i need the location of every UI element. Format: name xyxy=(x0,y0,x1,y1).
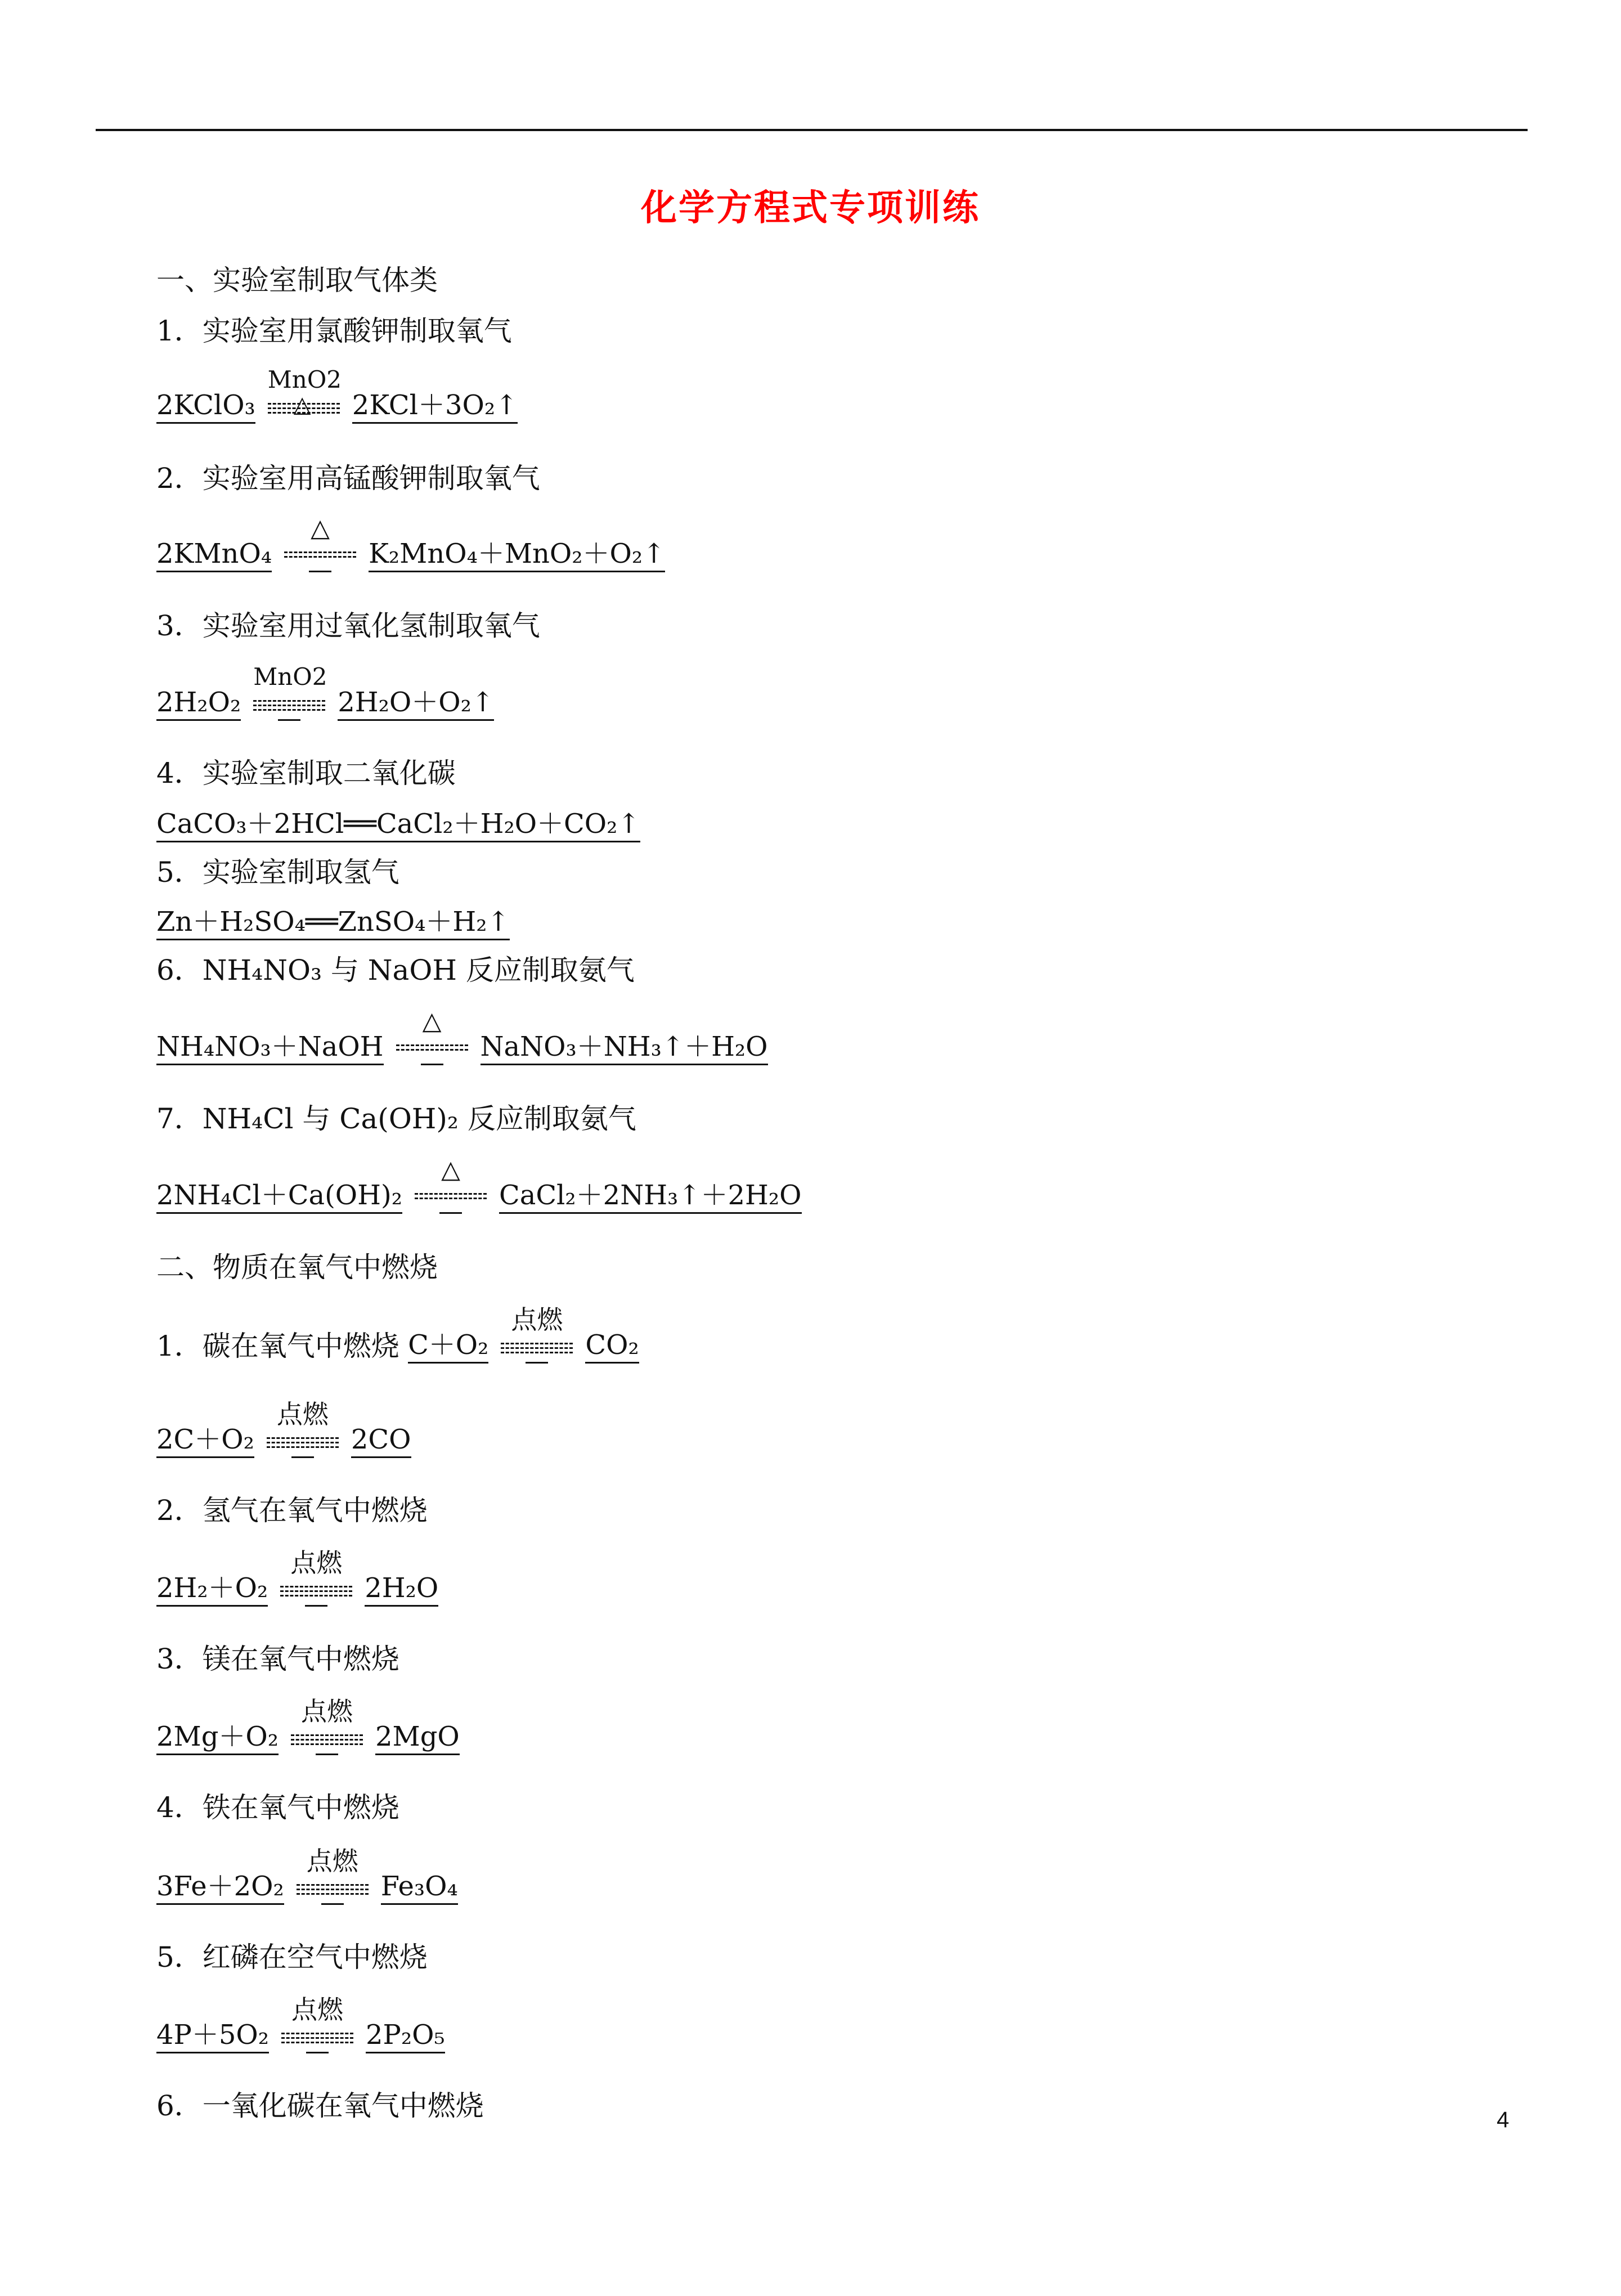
equation xyxy=(156,1007,768,1065)
condition-label: 点燃 xyxy=(511,1304,563,1335)
equation-rhs: K₂MnO₄＋MnO₂＋O₂↑ xyxy=(369,538,665,572)
equation-lhs: 4P＋5O₂ xyxy=(156,2019,269,2053)
reaction-condition xyxy=(284,514,356,572)
equation xyxy=(156,1696,460,1755)
equation-lhs: NH₄NO₃＋NaOH xyxy=(156,1031,384,1065)
equation-rhs: 2MgO xyxy=(375,1721,460,1755)
item-label: 2．氢气在氧气中燃烧 xyxy=(156,1494,428,1527)
equation-lhs: C＋O₂ xyxy=(408,1329,488,1364)
reaction-condition xyxy=(267,1399,339,1458)
page-title: 化学方程式专项训练 xyxy=(641,187,980,229)
equation xyxy=(156,906,510,940)
item-label: 2．实验室用高锰酸钾制取氧气 xyxy=(156,462,540,495)
item-label: 1．实验室用氯酸钾制取氧气 xyxy=(156,315,512,347)
equation-full: CaCO₃＋2HCl══CaCl₂＋H₂O＋CO₂↑ xyxy=(156,808,640,842)
equation-lhs: 3Fe＋2O₂ xyxy=(156,1871,284,1905)
item-label: 1．碳在氧气中燃烧 xyxy=(156,1330,399,1362)
reaction-condition xyxy=(280,1548,352,1607)
reaction-condition xyxy=(415,1155,487,1214)
item-label: 5．实验室制取氢气 xyxy=(156,856,399,889)
reaction-condition xyxy=(396,1007,468,1065)
item-label: 6．一氧化碳在氧气中燃烧 xyxy=(156,2089,484,2122)
equation xyxy=(156,1994,445,2053)
heat-triangle-icon: △ xyxy=(311,514,330,542)
condition-label: MnO2 xyxy=(253,663,327,690)
item-label: 3．镁在氧气中燃烧 xyxy=(156,1643,399,1675)
reaction-condition xyxy=(501,1304,573,1364)
heat-triangle-icon: △ xyxy=(293,392,311,418)
item-label: 6．NH₄NO₃ 与 NaOH 反应制取氨气 xyxy=(156,954,635,986)
reaction-condition xyxy=(253,663,327,721)
equation-lhs: 2C＋O₂ xyxy=(156,1424,254,1458)
header-rule xyxy=(96,129,1528,131)
condition-label: 点燃 xyxy=(291,1994,343,2025)
condition-label: 点燃 xyxy=(301,1696,353,1727)
equation xyxy=(156,1548,439,1607)
equation-rhs: 2H₂O＋O₂↑ xyxy=(338,687,494,721)
equation-rhs: 2KCl＋3O₂↑ xyxy=(352,389,518,424)
item-label: 4．铁在氧气中燃烧 xyxy=(156,1791,399,1824)
equation-rhs: 2P₂O₅ xyxy=(366,2019,445,2053)
equation xyxy=(156,514,666,572)
equation-full: Zn＋H₂SO₄══ZnSO₄＋H₂↑ xyxy=(156,906,510,940)
item-label: 5．红磷在空气中燃烧 xyxy=(156,1941,428,1974)
condition-label: MnO2 xyxy=(267,366,342,393)
equation xyxy=(156,1846,458,1905)
reaction-condition xyxy=(267,366,342,424)
equation xyxy=(156,1155,802,1214)
equation-lhs: 2H₂＋O₂ xyxy=(156,1572,268,1607)
equation-lhs: 2H₂O₂ xyxy=(156,687,241,721)
section-heading-combustion: 二、物质在氧气中燃烧 xyxy=(156,1251,438,1284)
equation xyxy=(156,1399,411,1458)
heat-triangle-icon: △ xyxy=(441,1155,460,1184)
heat-triangle-icon: △ xyxy=(422,1007,442,1035)
item-label: 3．实验室用过氧化氢制取氧气 xyxy=(156,609,540,642)
equation-rhs: 2CO xyxy=(351,1424,411,1458)
condition-label: 点燃 xyxy=(276,1399,329,1429)
equation xyxy=(156,663,495,721)
condition-label: 点燃 xyxy=(306,1846,358,1876)
condition-label: 点燃 xyxy=(290,1548,343,1578)
equation-lhs: 2KMnO₄ xyxy=(156,538,272,572)
reaction-condition xyxy=(291,1696,363,1755)
equation-rhs: Fe₃O₄ xyxy=(381,1871,458,1905)
reaction-condition xyxy=(297,1846,369,1905)
equation-lhs: 2Mg＋O₂ xyxy=(156,1721,279,1755)
equation-rhs: CaCl₂＋2NH₃↑＋2H₂O xyxy=(499,1180,802,1214)
equation-rhs: 2H₂O xyxy=(365,1572,438,1607)
reaction-condition xyxy=(281,1994,353,2053)
equation xyxy=(156,1304,639,1364)
item-label: 7．NH₄Cl 与 Ca(OH)₂ 反应制取氨气 xyxy=(156,1102,636,1135)
item-label: 4．实验室制取二氧化碳 xyxy=(156,757,456,790)
equation-lhs: 2NH₄Cl＋Ca(OH)₂ xyxy=(156,1180,402,1214)
equation-rhs: NaNO₃＋NH₃↑＋H₂O xyxy=(481,1031,768,1065)
section-heading-lab-gases: 一、实验室制取气体类 xyxy=(156,264,438,297)
page-number: 4 xyxy=(1497,2107,1510,2132)
equation-lhs: 2KClO₃ xyxy=(156,389,255,424)
equation-rhs: CO₂ xyxy=(585,1329,639,1364)
equation xyxy=(156,808,640,842)
equation xyxy=(156,366,518,424)
